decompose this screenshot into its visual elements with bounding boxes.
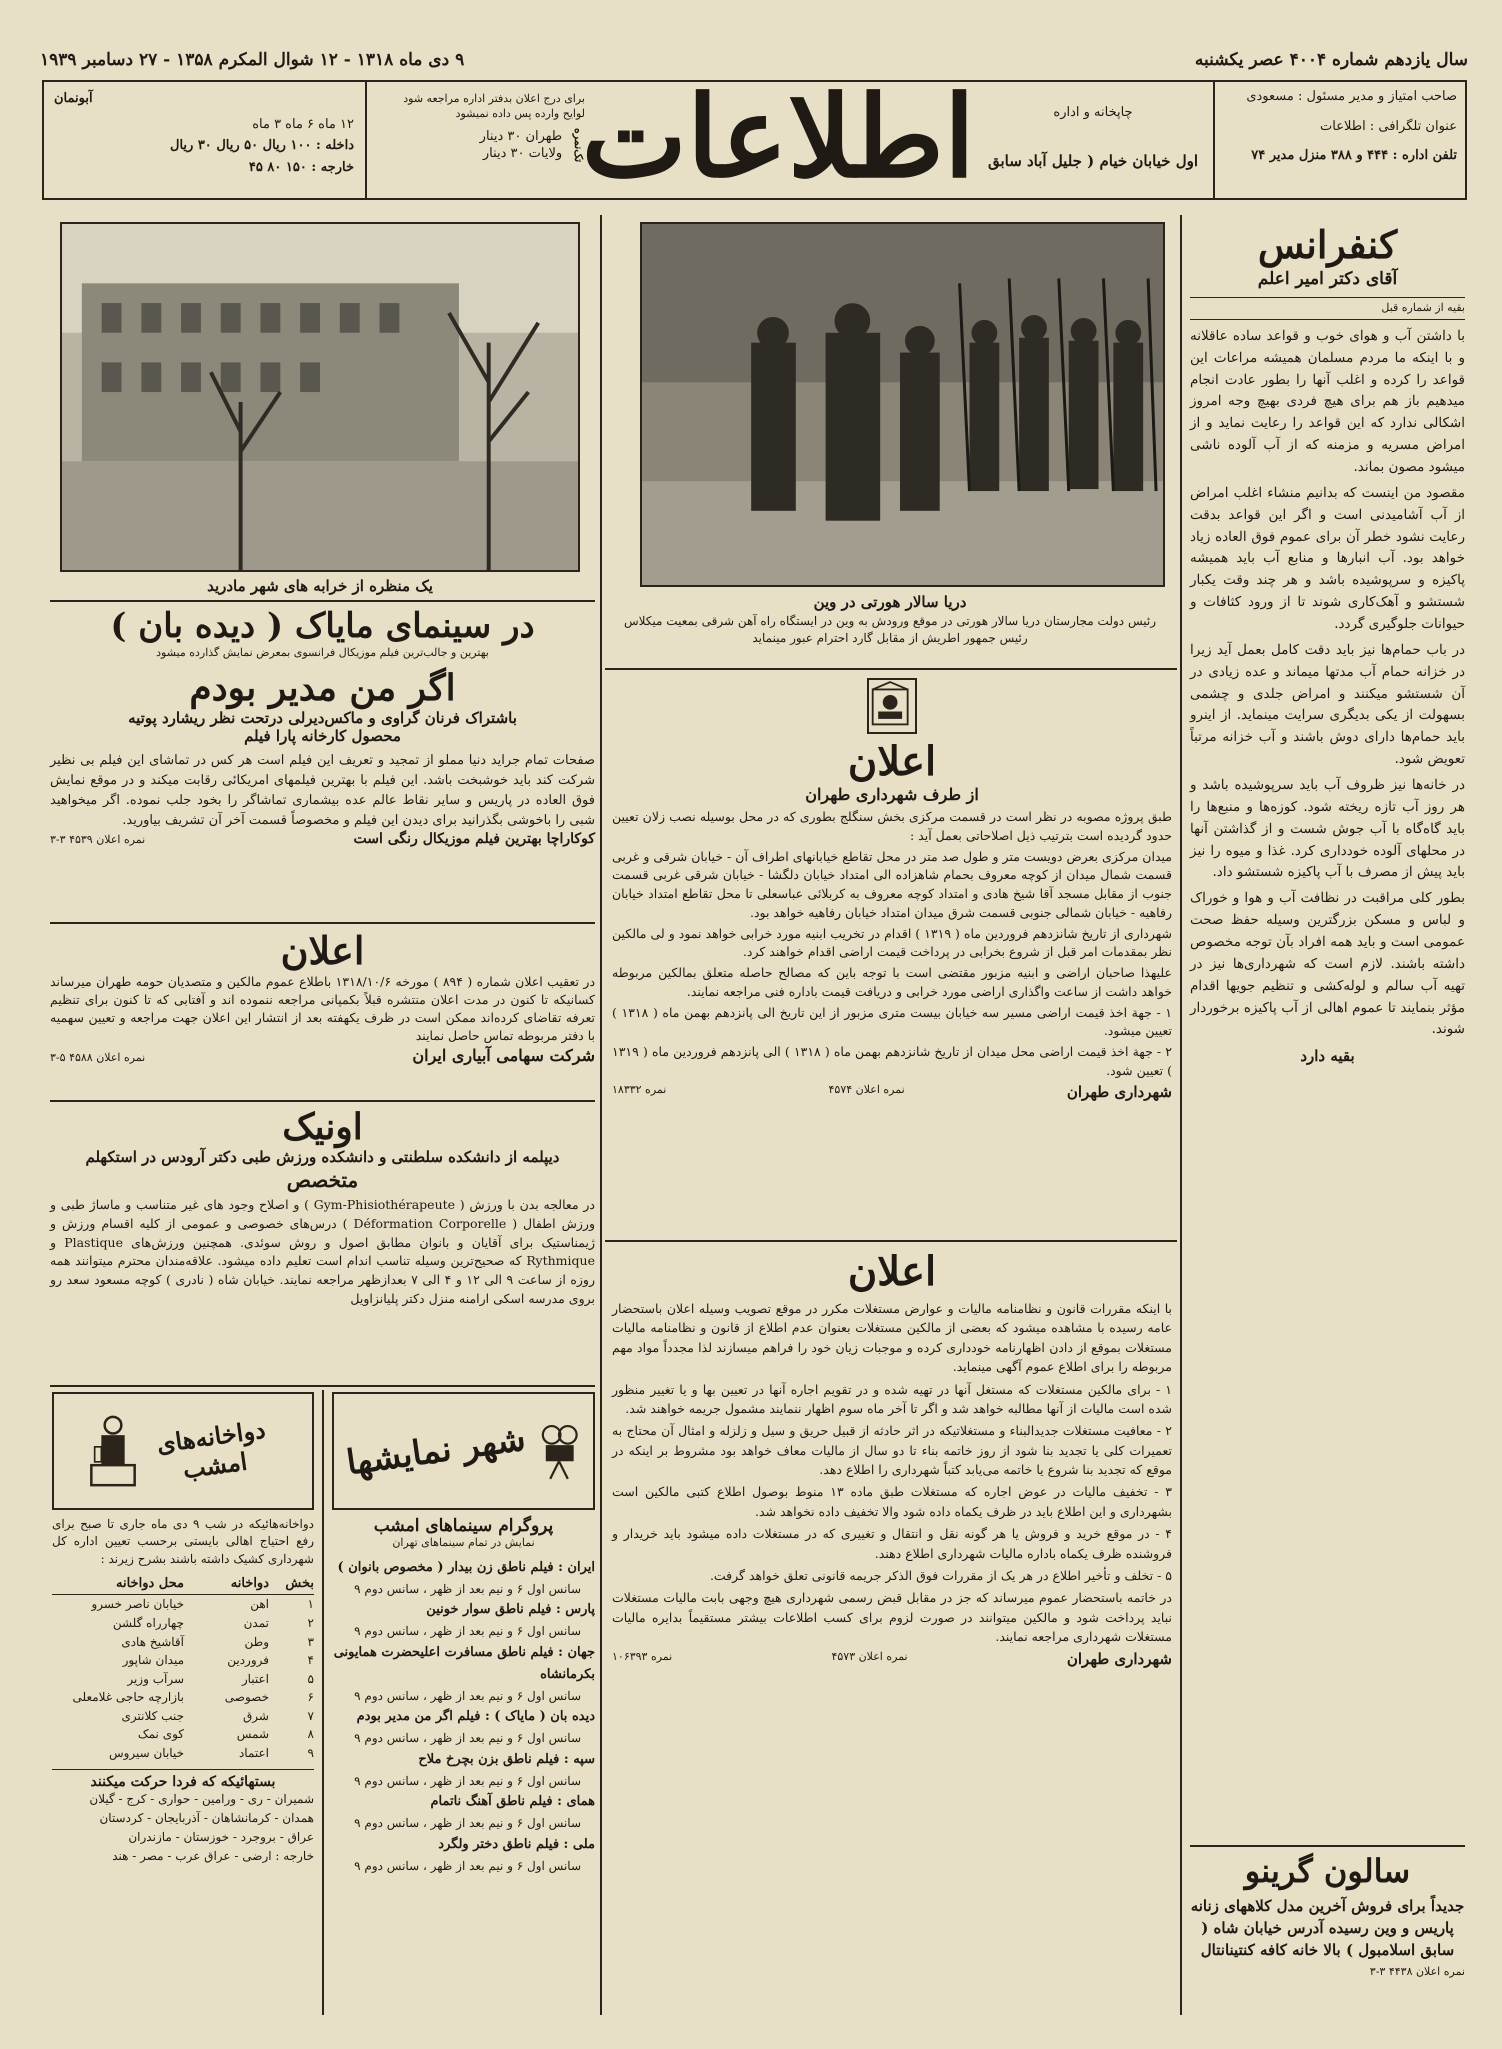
- cinema-program: [332, 1392, 595, 2012]
- pharmacy-row: [52, 1725, 314, 1744]
- single-copy-label: تک‌نمره: [572, 128, 585, 163]
- cinema-ad-title: در سینمای مایاک ( دیده بان ): [110, 606, 535, 646]
- cinema-listing: دیده بان ( مایاک ) : فیلم اگر من مدیر بودم: [356, 1709, 595, 1725]
- photo-horthy-caption: [610, 592, 1170, 647]
- pharmacy-name: خصوصی: [224, 1690, 269, 1705]
- cinema-body: صفحات تمام جراید دنیا مملو از تمجید و تعریف این فیلم است هر کس در تماشای این فیلم بی نظیر شرکت کند باید خوشبخت باشد. این فیلم با بهترین فیلمهای امریکائی رقابت میکند و در موقع نمایش فوق العاده در پاریس و سایر نقاط عالم عده بیشماری تماشاگر را بخود جلب نموده. اگر میخواهید شبی را باخوشی بگذرانید برای دیدن این فیلم و مخصوصاً قسمت آخر آن تشریف بیاورید.: [50, 752, 595, 829]
- tax-signature: شهرداری طهران: [1066, 1650, 1172, 1669]
- cinema-ad: [50, 606, 595, 918]
- pharmacy-row: [52, 1614, 314, 1633]
- tax-paragraph: ۲ - معافیت مستغلات جدیدالبناء و مستغلاتیکه در اثر حادثه از قبیل حریق و سیل و زلزله و امثال آن محتاج به تعمیرات کلی یا تجدید بنا شود از روز خاتمه بناء تا دو سال از مالیات معاف خواهد بود مشروط بر اینکه در موقع که تجدید بنا شروع یا خاتمه می‌یابد کتباً شهرداری را اطلاع دهد.: [612, 1423, 1172, 1477]
- center-rule-2: [605, 1240, 1177, 1242]
- pharmacy-location: میدان شاپور: [122, 1653, 184, 1668]
- municipal-emblem: [867, 678, 917, 734]
- address: اول خیابان خیام ( جلیل آباد سابق: [987, 151, 1199, 170]
- cinema-listing: همای : فیلم ناطق آهنگ ناتمام: [430, 1794, 595, 1810]
- film-projector-icon: [537, 1416, 581, 1486]
- pharmacy-location: خیابان سیروس: [108, 1746, 184, 1761]
- tehran-price: طهران ۳۰ دینار: [479, 128, 563, 144]
- cinema-showtimes: سانس اول ۶ و نیم بعد از ظهر ، سانس دوم ۹: [354, 1689, 581, 1703]
- shows-title: پروگرام سینماهای امشب: [373, 1516, 554, 1536]
- cinema-showtimes: سانس اول ۶ و نیم بعد از ظهر ، سانس دوم ۹: [354, 1624, 581, 1639]
- salon-title: سالون گرینو: [1244, 1852, 1411, 1890]
- masthead-pricing: [375, 92, 585, 163]
- pharmacy-location: چهارراه گلشن: [112, 1615, 184, 1630]
- cinema-listing: پارس : فیلم ناطق سوار خونین: [426, 1602, 595, 1618]
- tax-notice: [612, 1248, 1172, 2018]
- pharmacy-header: [52, 1574, 314, 1595]
- tax-body: [612, 1299, 1172, 1646]
- pharmacies: [52, 1392, 314, 2012]
- pharmacy-district: ۸: [307, 1727, 314, 1742]
- horthy-caption-text: رئیس دولت مجارستان دریا سالار هورتی در موقع ورودش به وین در ایستگاه راه آهن شرقی بمعیت میکلاس رئیس جمهور اطریش از مقابل گارد احترام عبور مینماید: [624, 614, 1156, 645]
- subscription-box: [54, 90, 354, 176]
- column-rule-left: [600, 215, 602, 2015]
- photo-madrid-caption: یک منظره از خرابه های شهر مادرید: [207, 577, 433, 595]
- conference-paragraph: بطور کلی مراقبت در نظافت آب و هوا و خوراک و لباس و مسکن بزرگترین وسیله حفظ صحت عمومی است و باید همه افراد بآن توجه مخصوص داشته باشند. لازم است که شهرداری‌ها نیز در تهیه آب سالم و لوله‌کشی و تنظیم جویها اقدام مؤثر بنمایند تا عموم اهالی از آب پاکیزه برخوردار شوند.: [1190, 890, 1465, 1038]
- pharmacy-location: بازارچه حاجی غلامعلی: [72, 1690, 184, 1705]
- shows-logo-text: شهر نمایشها: [344, 1418, 529, 1484]
- pharmacy-district: ۳: [307, 1634, 314, 1649]
- pharmacy-col-district: بخش: [285, 1576, 314, 1592]
- cinema-cast: باشتراک فرنان گراوی و ماکس‌دیرلی درتحت نظر ریشارد پوتیه: [128, 708, 517, 727]
- municipal-body: [612, 808, 1172, 1081]
- salon-ref: نمره اعلان ۴۴۳۸ ۳-۳: [1369, 1965, 1465, 1979]
- printing-house: چاپخانه و اداره: [1053, 105, 1133, 120]
- closed-line: شمیران - ری - ورامین - حواری - کرج - گیلان: [89, 1791, 314, 1806]
- left-rule-2: [50, 922, 595, 924]
- subscription-foreign: خارجه : ۱۵۰ ۸۰ ۴۵: [248, 159, 354, 175]
- unique-ad: [50, 1106, 595, 1380]
- salon-top-rule: [1190, 1845, 1465, 1847]
- pharmacy-name: اهن: [250, 1597, 269, 1612]
- publisher-line: صاحب امتیاز و مدیر مسئول : مسعودی: [1246, 89, 1457, 104]
- closed-title: بستهائیکه که فردا حرکت میکنند: [90, 1773, 276, 1790]
- masthead-divider-left: [365, 82, 367, 198]
- pharmacy-name: شمس: [236, 1727, 269, 1742]
- conference-paragraph: مقصود من اینست که بدانیم منشاء اغلب امراض از آب آشامیدنی است و اگر این قواعد بدقت رعایت نشود خطر آن برای عموم فوق العاده زیاد خواهد بود. آب انبارها و منابع آب باید همیشه پاکیزه و سرپوشیده باشد و هر چند وقت یکبار شستشو و آهک‌کاری شوند تا از ورود کثافات و حیوانات جلوگیری گردد.: [1190, 484, 1465, 633]
- pharmacy-logo-text: دواخانه‌های امشب: [154, 1414, 268, 1485]
- conference-paragraph: با داشتن آب و هوای خوب و قواعد ساده عاقلانه و با اینکه ما مردم مسلمان همیشه مراعات این قواعد را کرده و اغلب آنها را بطور عادت انجام میدهیم باز هم برای هیچ فردی بهیچ وجه امروز اشکالی ندارد که این قواعد را رعایت نماید و از امراض مسریه و مزمنه که از آب آلوده ناشی میشود مصون بماند.: [1190, 327, 1465, 475]
- issue-info: سال یازدهم شماره ۴۰۰۴ عصر یکشنبه: [1194, 50, 1468, 70]
- pharmacy-district: ۴: [307, 1653, 314, 1668]
- left-rule-1: [50, 600, 595, 602]
- cinema-showtimes: سانس اول ۶ و نیم بعد از ظهر ، سانس دوم ۹: [354, 1581, 581, 1596]
- municipal-notice-from: از طرف شهرداری طهران: [805, 785, 979, 804]
- municipal-ref1: نمره اعلان ۴۵۷۴: [828, 1082, 905, 1096]
- municipal-paragraph: طبق پروژه مصوبه در نظر است در قسمت مرکزی بخش سنگلج بطوری که در محل بوسیله نصب زلان تعیین حدود گردیده است بترتیب ذیل اصلاحاتی بعمل آید :: [612, 809, 1172, 843]
- pharmacy-rule: [52, 1769, 314, 1770]
- municipal-notice-title: اعلان: [847, 738, 937, 785]
- masthead-right-box: [1227, 88, 1457, 196]
- pharmacist-icon: [88, 1408, 138, 1494]
- pharmacy-location: خیابان ناصر خسرو: [91, 1597, 184, 1612]
- conference-more: بقیه دارد: [1300, 1047, 1355, 1066]
- masthead-divider: [1213, 82, 1215, 198]
- date-line: ۹ دی ماه ۱۳۱۸ - ۱۲ شوال المکرم ۱۳۵۸ - ۲۷ دسامبر ۱۹۳۹: [40, 50, 465, 70]
- pharmacy-row: [52, 1688, 314, 1707]
- salon-text: جدیداً برای فروش آخرین مدل کلاههای زنانه پاریس و وین رسیده آدرس خیابان شاه ( سابق اسلامبول ) بالا خانه کافه کنتینانتال: [1190, 1897, 1465, 1959]
- cinema-studio: محصول کارخانه پارا فیلم: [244, 726, 401, 745]
- photo-madrid: [60, 222, 580, 572]
- subscription-domestic: داخله : ۱۰۰ ریال ۵۰ ریال ۳۰ ریال: [170, 138, 354, 154]
- irrigation-ref: نمره اعلان ۴۵۸۸ ۵-۳: [50, 1050, 146, 1064]
- conference-paragraph: در باب حمام‌ها نیز باید دقت کامل بعمل آید زیرا در خزانه حمام آب مدتها میماند و عده زیادی در آن شستشو میکنند و امراض جلدی و چشمی بسهولت از یکی بدیگری سرایت مینماید. از اینرو باید حمام‌ها دارای دوش باشند و آب خزانه مرتباً تعویض شود.: [1190, 641, 1465, 768]
- tax-ref1: نمره اعلان ۴۵۷۳: [831, 1650, 908, 1664]
- unique-spec: متخصص: [286, 1168, 359, 1192]
- pharmacy-district: ۵: [307, 1671, 314, 1686]
- pharmacy-district: ۹: [307, 1746, 314, 1761]
- left-rule-3: [50, 1100, 595, 1102]
- column-rule-right: [1180, 215, 1182, 2015]
- irrigation-text: در تعقیب اعلان شماره ( ۸۹۴ ) مورخه ۱۳۱۸/۱۰/۶ باطلاع عموم مالکین و متصدیان حومه طهران میرساند کسانیکه تا کنون در مدت اعلان منتشره قبلاً بکمپانی مراجعه ننموده اند و آفتابی که تا کنون برای تنظیم تعرفه تقاضای کرده‌اند ممکن است در ظرف یکهفته بعد از انتشار این اعلان جهت مراجعه و تعیین سهمیه با دفتر مربوطه تماس حاصل نمایند: [50, 974, 596, 1044]
- pharmacy-district: ۱: [307, 1597, 314, 1612]
- shows-list: [332, 1557, 595, 1876]
- pharmacy-col-location: محل دواخانه: [116, 1576, 184, 1592]
- pharmacy-intro: دواخانه‌هائیکه در شب ۹ دی ماه جاری تا صبح برای رفع احتیاج اهالی بایستی برحسب تعیین اداره کل شهرداری کشیک داشته باشند بشرح زیرند :: [52, 1517, 314, 1566]
- tax-notice-title: اعلان: [847, 1248, 937, 1295]
- municipal-signature: شهرداری طهران: [1066, 1082, 1172, 1101]
- photo-horthy: [640, 222, 1165, 587]
- irrigation-notice: [50, 928, 595, 1096]
- irrigation-title: اعلان: [280, 928, 365, 973]
- cinema-showtimes: سانس اول ۶ و نیم بعد از ظهر ، سانس دوم ۹: [354, 1731, 581, 1746]
- pharmacy-row: [52, 1633, 314, 1652]
- municipal-paragraph: ۱ - جهة اخذ قیمت اراضی مسیر سه خیابان بیست متری مزبور از این تاریخ الی پانزدهم بهمن ماه ( ۱۳۱۸ ) تعیین میشود.: [612, 1004, 1172, 1039]
- unique-sub: دیپلمه از دانشکده سلطنتی و دانشکده ورزش طبی دکتر آرودس در استکهلم: [85, 1148, 560, 1166]
- conference-subtitle: آقای دکتر امیر اعلم: [1257, 269, 1398, 289]
- unique-text: در معالجه بدن با ورزش ( Gym-Phisiothérapeute ) و اصلاح وجود های غیر متناسب و ماساژ طبی و ورزش اطفال ( Déformation Corporelle ) درس‌های خصوصی و عمومی از کلیه اقسام ورزش و ژیمناستیک برای آقایان و بانوان مطابق اصول و روش سوئدی. همچنین ورزش‌های Plastique و Rythmique که صحیح‌ترین وسیله تناسب اندام است تعلیم داده میشود. علاقه‌مندان محترم میتوانند همه روزه از ساعت ۹ الی ۱۲ و ۴ الی ۷ بعدازظهر مراجعه نمایند. خیابان شاه ( نادری ) کوچه مسعود سعد رو بروی مدرسه اسکی ارامنه منزل دکتر پلیانزاویل: [50, 1197, 595, 1306]
- cinema-listing: جهان : فیلم ناطق مسافرت اعلیحضرت همایونی بکرمانشاه: [333, 1644, 595, 1682]
- tax-paragraph: ۵ - تخلف و تأخیر اطلاع در هر یک از مقررات فوق الذکر جریمه قانونی تعلق خواهد گرفت.: [709, 1567, 1172, 1583]
- pharmacy-name: اعتبار: [241, 1671, 269, 1686]
- pharmacy-row: [52, 1707, 314, 1726]
- pharmacy-district: ۶: [307, 1690, 314, 1705]
- tax-paragraph: با اینکه مقررات قانون و نظامنامه مالیات و عوارض مستغلات مکرر در موقع تصویب وسیله اعلان باستحضار عامه رسیده با مشاهده میشود که بعضی از مالکین مستغلات بعنوان عدم اطلاع از قانون و نظامنامه مالیات مستغلات بموقع از دادن اظهارنامه خودداری کرده و موجبات زیان خود را فراهم میسازند لذا مجدداً مواد مهم مربوطه را برای اطلاع عموم آگهی مینماید.: [612, 1301, 1172, 1375]
- conference-body: [1190, 326, 1465, 1042]
- shows-sub: نمایش در تمام سینماهای تهران: [392, 1536, 535, 1549]
- cinema-listing: سپه : فیلم ناطق بزن بچرخ ملاح: [418, 1751, 595, 1767]
- pharmacy-name: اعتماد: [238, 1746, 269, 1761]
- pharmacy-row: [52, 1744, 314, 1763]
- municipal-ref2: نمره ۱۸۳۳۲: [612, 1082, 667, 1096]
- tax-paragraph: ۴ - در موقع خرید و فروش یا هر گونه نقل و انتقال و تغییری که در مستغلات داده میشود باید خریدار و فروشنده ظرف یکماه باداره مالیات شهرداری اطلاع دهند.: [612, 1526, 1172, 1561]
- conference-paragraph: در خانه‌ها نیز ظروف آب باید سرپوشیده باشد و هر روز آب تازه ریخته شود. کوزه‌ها و منبع‌ها را باید گاه‌گاه با آب جوش شست و از گذاشتن آنها در محلهای آلوده خودداری کرد. غذا و میوه را نیز باید پیش از مصرف با آب پاکیزه شستشو داد.: [1190, 777, 1465, 881]
- pharmacy-name: شرق: [243, 1708, 269, 1723]
- photo-horthy-image: [642, 224, 1163, 585]
- unique-title: اونیک: [282, 1106, 363, 1148]
- newspaper-title: اطلاعات: [581, 72, 975, 203]
- closed-line: همدان - کرمانشاهان - آذربایجان - کردستان: [99, 1810, 314, 1825]
- municipal-notice: [612, 678, 1172, 1238]
- pharmacy-rows: [52, 1595, 314, 1762]
- cinema-listing: ملی : فیلم ناطق دختر ولگرد: [438, 1836, 595, 1852]
- masthead-address: [983, 104, 1203, 170]
- closed-lines: [52, 1790, 314, 1867]
- masthead: [42, 72, 1467, 203]
- cinema-film-title: اگر من مدیر بودم: [189, 666, 456, 709]
- shows-logo: [332, 1392, 595, 1510]
- pharmacy-logo: [52, 1392, 314, 1510]
- pharmacy-col-name: دواخانه: [230, 1576, 269, 1592]
- pharmacy-name: فروردین: [227, 1653, 269, 1668]
- cinema-listing: ایران : فیلم ناطق زن بیدار ( مخصوص بانوان ): [337, 1559, 595, 1575]
- subscription-header: ۱۲ ماه ۶ ماه ۳ ماه: [252, 116, 354, 132]
- municipal-paragraph: علیهذا صاحبان اراضی و ابنیه مزبور مقتضی است با توجه باین که مصالح حاصله متعلق بمالکین مربوطه خواهد داشت از ساعت واگذاری اراضی مورد خرابی و دریافت قیمت باداره فنی مراجعه نمایند.: [612, 965, 1172, 999]
- closed-line: خارجه : ارضی - عراق عرب - مصر - هند: [112, 1849, 314, 1864]
- lion-sun-emblem-icon: [869, 680, 915, 732]
- ad-instruction: برای درج اعلان بدفتر اداره مراجعه شود: [403, 92, 585, 105]
- tax-paragraph: ۱ - برای مالکین مستغلات که مستغل آنها در تهیه شده و در تقویم اجاره آنها در تعیین بها و یا تغییر منظور شده است مالیات از آنها مطالبه خواهد شد و اگر تا آخر ماه سوم اظهار ننمایند مشمول جریمه خواهند شد.: [612, 1381, 1172, 1416]
- cinema-showtimes: سانس اول ۶ و نیم بعد از ظهر ، سانس دوم ۹: [354, 1858, 581, 1873]
- subscription-title: آبونمان: [54, 91, 93, 106]
- pharmacy-district: ۲: [307, 1615, 314, 1630]
- pharmacy-location: جنب کلانتری: [121, 1708, 184, 1723]
- municipal-paragraph: ۲ - جهة اخذ قیمت اراضی محل میدان از تاریخ شانزدهم بهمن ماه ( ۱۳۱۸ ) الی پانزدهم فروردین ماه ( ۱۳۱۹ ) تعیین شود.: [612, 1044, 1172, 1078]
- provinces-price: ولایات ۳۰ دینار: [482, 146, 563, 162]
- cinema-showtimes: سانس اول ۶ و نیم بعد از ظهر ، سانس دوم ۹: [354, 1816, 581, 1831]
- phone-line: تلفن اداره : ۴۴۴ و ۳۸۸ منزل مدیر ۷۴: [1251, 148, 1457, 164]
- photo-madrid-image: [62, 224, 578, 570]
- pharmacy-location: کوی نمک: [137, 1727, 184, 1742]
- conference-continued: بقیه از شماره قبل: [1190, 297, 1465, 320]
- salon-ad: [1190, 1852, 1465, 2012]
- closed-line: عراق - بروجرد - خوزستان - مازندران: [128, 1830, 314, 1845]
- center-rule-1: [605, 668, 1177, 670]
- tax-ref2: نمره ۱۰۶۳۹۳: [612, 1650, 673, 1664]
- pharmacy-name: تمدن: [243, 1615, 269, 1630]
- horthy-caption-title: دریا سالار هورتی در وین: [813, 593, 967, 611]
- tax-paragraph: در خاتمه باستحضار عموم میرساند که جز در مقابل قبض رسمی شهرداری هیچ وجهی بابت مالیات مستغلات نباید پرداخت شود و مالکین میتوانند در صورت لزوم برای کسب اطلاعات بیشتر مستقیماً بدایره مالیات مستغلات شهرداری مراجعه نمایند.: [612, 1590, 1172, 1644]
- pharmacy-district: ۷: [307, 1708, 314, 1723]
- telegraph-line: عنوان تلگرافی : اطلاعات: [1320, 118, 1457, 134]
- pharmacy-row: [52, 1595, 314, 1614]
- pharmacy-location: آقاشیخ هادی: [121, 1634, 184, 1649]
- pharmacy-row: [52, 1670, 314, 1689]
- municipal-paragraph: میدان مرکزی بعرض دویست متر و طول صد متر در محل تقاطع خیابانهای اطراف آن - خیابان شرقی و غربی قسمت شمال میدان از کوچه معروف بحمام شاهزاده الی امتداد خیابان دلگشا - خیابان شرقی غربی قسمت جنوب از مقابل مسجد آقا شیخ هادی و امتداد کوچه معروف به کربلائی عباسعلی تا محل تقاطع امتداد خیابان رفاهیه - خیابان شمالی جنوبی قسمت شرق میدان امتداد خیابان رفاهیه خواهد بود.: [612, 848, 1172, 920]
- conference-article: [1190, 222, 1465, 1842]
- tax-paragraph: ۳ - تخفیف مالیات در عوض اجاره که مستغلات طبق ماده ۱۳ منوط بوصول اطلاع کتبی مالکین است بشهرداری و این اطلاع باید در ظرف یکماه داده شود والا تخفیف داده نخواهد شد.: [612, 1484, 1172, 1519]
- left-rule-4: [50, 1385, 595, 1387]
- cinema-ref: نمره اعلان ۴۵۳۹ ۳-۳: [50, 833, 146, 847]
- cinema-showtimes: سانس اول ۶ و نیم بعد از ظهر ، سانس دوم ۹: [354, 1773, 581, 1788]
- cinema-ad-sub: بهترین و جالب‌ترین فیلم موزیکال فرانسوی بمعرض نمایش گذارده میشود: [156, 646, 489, 659]
- irrigation-company: شرکت سهامی آبیاری ایران: [412, 1045, 595, 1065]
- pharmacy-location: سرآب وزیر: [127, 1671, 184, 1686]
- left-bottom-divider: [322, 1390, 324, 2015]
- returns-note: لوایح وارده پس داده نمیشود: [455, 106, 585, 120]
- pharmacy-name: وطن: [244, 1634, 269, 1649]
- municipal-paragraph: شهرداری از تاریخ شانزدهم فروردین ماه ( ۱۳۱۹ ) اقدام در تخریب ابنیه مورد خرابی خواهد نمود و لی مالکین نظر بمقدمات امر قبل از شروع بخرابی در پرداخت قیمت اراضی اقدام خواهند کرد.: [612, 925, 1172, 960]
- conference-title: کنفرانس: [1257, 222, 1398, 267]
- cinema-note: کوکاراچا بهترین فیلم موزیکال رنگی است: [353, 831, 595, 848]
- pharmacy-row: [52, 1651, 314, 1670]
